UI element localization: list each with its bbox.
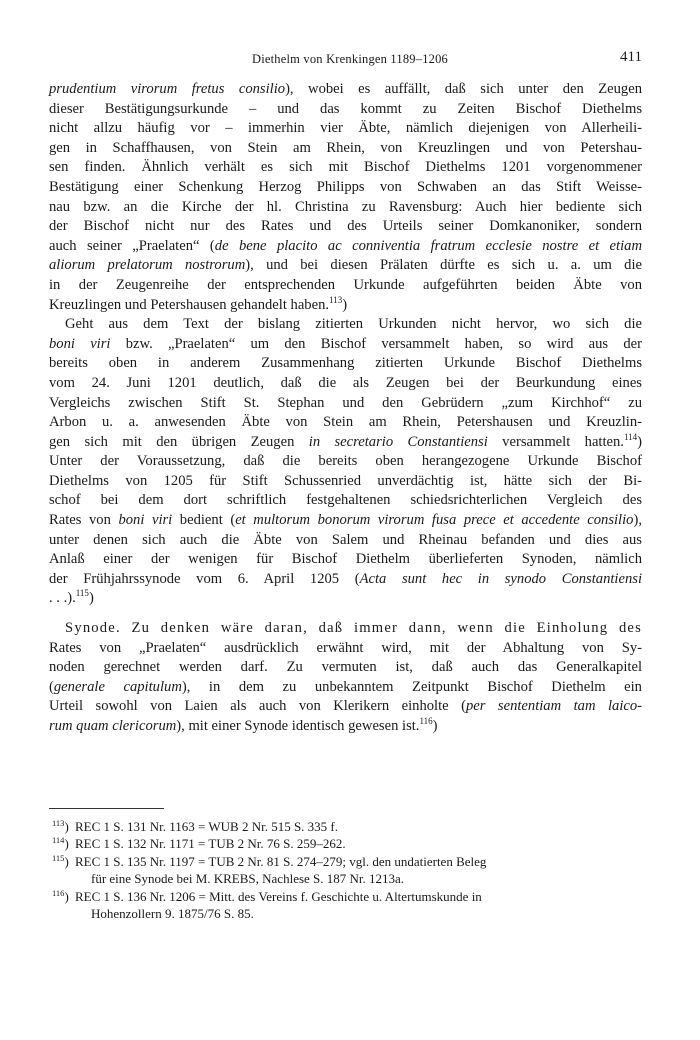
- text-line: [49, 315, 642, 335]
- text-run: Rates von „Praelaten“ ausdrücklich erwähnt wird, mit der Abhaltung von Sy-: [49, 639, 642, 656]
- text-run: Arbon u. a. anwesenden Äbte von Stein am Rhein, Petershausen und Kreuzlin-: [49, 414, 642, 431]
- text-run: ): [637, 433, 642, 450]
- footnote-marker: $^{115}$): [52, 852, 69, 869]
- footnote-divider: [49, 808, 164, 809]
- text-line: [49, 237, 642, 257]
- text-run: unter denen sich auch die Äbte von Salem und Rheinau befanden und dies aus: [49, 531, 642, 548]
- text-line: [49, 491, 642, 511]
- text-line: [49, 394, 642, 414]
- footnote-number: 114: [52, 835, 65, 846]
- text-run: schof bei dem dort schriftlich festgehaltenen schiedsrichterlichen Vergleich des: [49, 492, 642, 509]
- footnote-marker: $^{113}$): [52, 818, 69, 834]
- footnote-text: REC 1 S. 132 Nr. 1171 = TUB 2 Nr. 76 S. 259–262.: [75, 836, 346, 852]
- text-line: [49, 158, 642, 178]
- text-line: [49, 658, 642, 678]
- text-line: [49, 697, 642, 717]
- latin-quote: et multorum bonorum virorum fusa prece et accedente consilio: [235, 512, 634, 529]
- text-run: sen finden. Ähnlich verhält es sich mit Bischof Diethelms 1201 vorgenommener: [49, 159, 642, 176]
- text-line: [49, 678, 642, 698]
- text-line: [49, 198, 642, 218]
- page-number: 411: [620, 49, 642, 65]
- text-run: ): [88, 590, 94, 607]
- text-run: Diethelms von 1205 für Stift Schussenried unverdächtig ist, hätte sich der Bi-: [49, 472, 642, 489]
- text-run: ),: [633, 512, 642, 529]
- text-run: ): [342, 296, 348, 313]
- footnote-number: 113: [52, 818, 65, 828]
- text-run: der Frühjahrssynode vom 6. April 1205 (: [49, 570, 360, 587]
- footnote-ref: 114: [623, 431, 638, 442]
- text-line: [49, 217, 642, 237]
- text-run: Anlaß einer der wenigen für Bischof Diethelm überlieferten Synoden, nämlich: [49, 551, 642, 568]
- footnote-marker: $^{116}$): [52, 887, 69, 904]
- text-line: [49, 178, 642, 198]
- text-line: [49, 139, 642, 159]
- latin-quote: per sententiam tam laico-: [465, 698, 643, 715]
- text-run: Urteil sowohl von Laien als auch von Klerikern einholte (: [49, 698, 466, 715]
- text-run: bereits oben in anderem Zusammenhang zitierten Urkunde Bischof Diethelms: [49, 355, 642, 372]
- text-run: gen sich mit den übrigen Zeugen: [49, 433, 309, 450]
- footnote-line: [49, 870, 642, 887]
- latin-quote: Acta sunt hec in synodo Constantiensi: [359, 570, 642, 587]
- footnote-ref: 116: [419, 716, 433, 726]
- footnote-text: REC 1 S. 131 Nr. 1163 = WUB 2 Nr. 515 S. 335 f.: [75, 819, 339, 834]
- running-header: Diethelm von Krenkingen 1189–1206: [251, 52, 449, 66]
- text-line: [49, 550, 642, 570]
- text-line: [49, 472, 642, 492]
- text-run: nicht allzu häufig vor – immerhin vier Äbte, nämlich diejenigen von Allerheili-: [49, 120, 642, 137]
- text-line: [49, 100, 642, 120]
- text-run: auch seiner „Praelaten“ (: [49, 237, 215, 254]
- text-line: [49, 256, 642, 276]
- text-run: versammelt hatten.: [487, 433, 624, 450]
- footnote-text: REC 1 S. 136 Nr. 1206 = Mitt. des Vereins f. Geschichte u. Altertumskunde in: [75, 888, 482, 904]
- text-run: (: [49, 678, 54, 695]
- text-line: [49, 433, 642, 453]
- text-run: ), und bei diesen Prälaten dürfte es sich u. a. um die: [245, 257, 642, 274]
- text-line: [49, 531, 642, 551]
- footnote-number: 115: [52, 852, 65, 863]
- footnote-text: für eine Synode bei M. KREBS, Nachlese S. 187 Nr. 1213a.: [91, 871, 405, 887]
- latin-quote: boni viri: [49, 335, 111, 352]
- text-run: ), wobei es auffällt, daß sich unter den Zeugen: [285, 81, 642, 97]
- footnote-line: [49, 905, 642, 922]
- text-run: bzw. „Praelaten“ um den Bischof versammelt haben, so wird aus der: [110, 335, 642, 352]
- text-line: [49, 639, 642, 659]
- text-line: [49, 570, 642, 590]
- text-line: [49, 717, 642, 737]
- text-run: Rates von: [49, 512, 119, 529]
- latin-quote: generale capitulum: [53, 678, 182, 695]
- text-line: [49, 335, 642, 355]
- text-run: ), mit einer Synode identisch gewesen ist.: [176, 718, 420, 734]
- footnote-line: [49, 835, 642, 852]
- footnote-marker: $^{114}$): [52, 835, 69, 852]
- footnote-line: [49, 888, 642, 905]
- text-run: der Bischof nicht nur des Rates und des Urteils seiner Domkanoniker, sondern: [49, 218, 642, 235]
- text-run: gen in Schaffhausen, von Stein am Rhein, von Kreuzlingen und von Petershau-: [49, 139, 642, 156]
- text-line: [49, 80, 642, 100]
- text-line: [49, 374, 642, 394]
- footnote-text: REC 1 S. 135 Nr. 1197 = TUB 2 Nr. 81 S. 274–279; vgl. den undatierten Beleg: [75, 853, 487, 869]
- latin-quote: in secretario Constantiensi: [308, 433, 488, 450]
- text-run: ): [432, 718, 438, 734]
- text-run: Bestätigung einer Schenkung Herzog Philipps von Schwaben an das Stift Weisse-: [49, 178, 642, 195]
- footnotes: [49, 818, 642, 922]
- text-run: Unter der Voraussetzung, daß die bereits oben herangezogene Urkunde Bischof: [49, 453, 642, 470]
- latin-quote: aliorum prelatorum nostrorum: [49, 257, 246, 274]
- text-run: ), in dem zu unbekanntem Zeitpunkt Bischof Diethelm ein: [181, 678, 642, 695]
- text-run: in der Zeugenreihe der entsprechenden Urkunde aufgeführten beiden Äbte von: [49, 276, 642, 293]
- footnote-ref: 113: [329, 294, 343, 305]
- text-run: dieser Bestätigungsurkunde – und das kommt zu Zeiten Bischof Diethelms: [49, 100, 642, 117]
- text-run: Vergleichs zwischen Stift St. Stephan und den Gebrüdern „zum Kirchhof“ zu: [49, 394, 642, 411]
- text-run: . . .).: [49, 590, 76, 607]
- text-run: bedient (: [172, 512, 236, 529]
- text-line: [49, 619, 642, 639]
- text-line: [49, 296, 642, 316]
- text-run: noden gerechnet werden darf. Zu vermuten ist, daß auch das Generalkapitel: [49, 659, 642, 676]
- text-line: [49, 511, 642, 531]
- text-line: [49, 452, 642, 472]
- text-line: [49, 354, 642, 374]
- footnote-line: [49, 818, 642, 835]
- body-text: [49, 80, 642, 737]
- footnote-line: [49, 853, 642, 870]
- latin-quote: de bene placito ac conniventia fratrum ecclesie nostre et etiam: [214, 237, 642, 254]
- text-line: [49, 276, 642, 296]
- latin-quote: boni viri: [118, 512, 173, 529]
- text-run: vom 24. Juni 1201 deutlich, daß die als Zeugen bei der Beurkundung eines: [49, 374, 642, 391]
- text-run: Kreuzlingen und Petershausen gehandelt haben.: [49, 296, 330, 313]
- text-run: Geht aus dem Text der bislang zitierten Urkunden nicht hervor, wo sich die: [65, 316, 642, 333]
- latin-quote: prudentium virorum fretus consilio: [49, 81, 286, 97]
- text-run: Synode. Zu denken wäre daran, daß immer dann, wenn die Einholung des: [65, 620, 642, 637]
- footnote-text: Hohenzollern 9. 1875/76 S. 85.: [91, 905, 254, 921]
- footnote-ref: 115: [75, 588, 89, 599]
- text-line: [49, 589, 642, 609]
- footnote-number: 116: [52, 887, 65, 898]
- latin-quote: rum quam clericorum: [49, 718, 177, 734]
- text-run: nau bzw. an die Kirche der hl. Christina zu Ravensburg: Auch hier bediente sich: [49, 198, 642, 215]
- text-line: [49, 413, 642, 433]
- text-line: [49, 119, 642, 139]
